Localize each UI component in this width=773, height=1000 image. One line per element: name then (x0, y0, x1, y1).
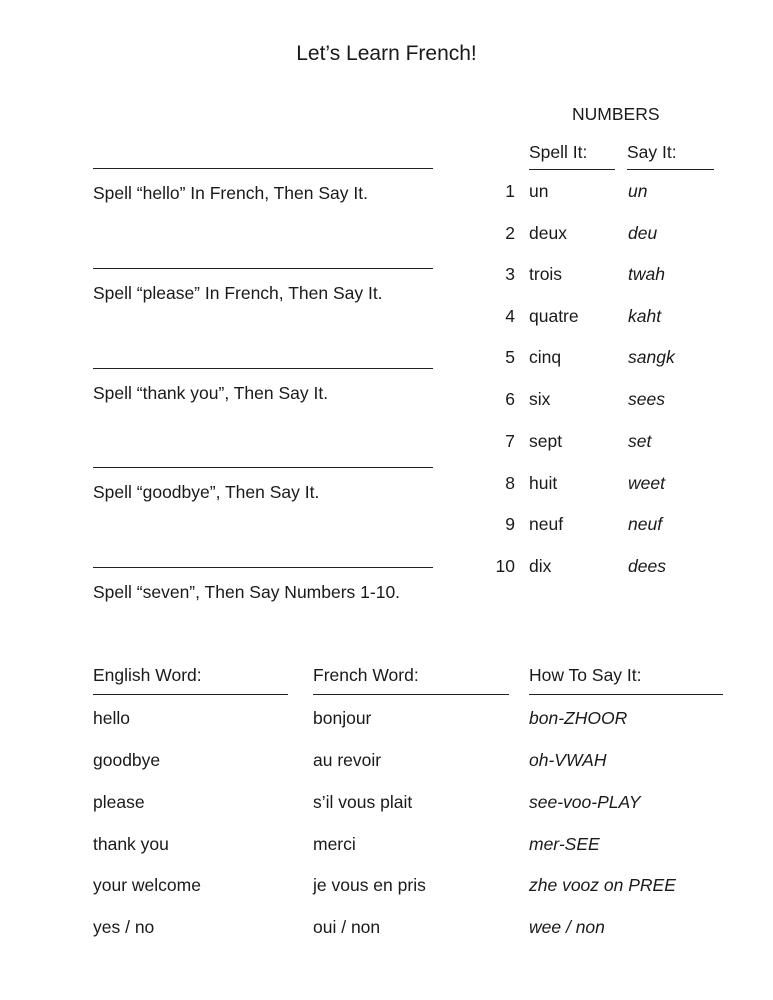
number-pronunciation: deu (628, 223, 658, 243)
number-pronunciation: weet (628, 473, 665, 493)
number-row (480, 181, 740, 203)
answer-line[interactable] (93, 168, 433, 169)
french-word-header: French Word: (313, 665, 509, 695)
answer-line[interactable] (93, 567, 433, 568)
number-digit: 10 (495, 556, 515, 576)
answer-line[interactable] (93, 467, 433, 468)
vocab-row (93, 708, 733, 730)
exercise-prompt: Spell “please” In French, Then Say It. (93, 283, 383, 303)
number-spelling: trois (529, 264, 563, 284)
spell-it-header: Spell It: (529, 142, 615, 170)
number-spelling: six (529, 389, 551, 409)
number-pronunciation: twah (628, 264, 665, 284)
number-row (480, 473, 740, 495)
how-to-say-header: How To Say It: (529, 665, 723, 695)
english-word: goodbye (93, 750, 161, 770)
number-row (480, 389, 740, 411)
exercise-prompt: Spell “goodbye”, Then Say It. (93, 482, 320, 502)
number-row (480, 264, 740, 286)
number-pronunciation: neuf (628, 514, 663, 534)
answer-line[interactable] (93, 368, 433, 369)
number-spelling: huit (529, 473, 558, 493)
english-word: thank you (93, 834, 169, 854)
english-word: your welcome (93, 875, 201, 895)
number-spelling: quatre (529, 306, 579, 326)
number-spelling: neuf (529, 514, 564, 534)
exercise-goodbye (93, 467, 433, 503)
number-pronunciation: un (628, 181, 648, 201)
french-word: au revoir (313, 750, 382, 770)
number-row (480, 431, 740, 453)
french-word: oui / non (313, 917, 381, 937)
number-digit: 3 (505, 264, 515, 284)
english-word: yes / no (93, 917, 155, 937)
page-title: Let’s Learn French! (296, 42, 477, 65)
vocab-row (93, 834, 733, 856)
exercise-prompt: Spell “thank you”, Then Say It. (93, 383, 329, 403)
french-word: merci (313, 834, 356, 854)
number-digit: 5 (505, 347, 515, 367)
pronunciation: oh-VWAH (529, 750, 607, 770)
exercise-seven (93, 567, 433, 603)
number-row (480, 556, 740, 578)
vocab-row (93, 792, 733, 814)
number-digit: 8 (505, 473, 515, 493)
number-spelling: un (529, 181, 549, 201)
vocab-row (93, 750, 733, 772)
number-row (480, 347, 740, 369)
english-word: hello (93, 708, 130, 728)
number-digit: 1 (505, 181, 515, 201)
number-pronunciation: sangk (628, 347, 675, 367)
number-spelling: cinq (529, 347, 562, 367)
number-pronunciation: dees (628, 556, 666, 576)
number-digit: 9 (505, 514, 515, 534)
number-pronunciation: kaht (628, 306, 662, 326)
french-word: je vous en pris (313, 875, 426, 895)
number-spelling: sept (529, 431, 563, 451)
number-digit: 7 (505, 431, 515, 451)
french-word: s’il vous plait (313, 792, 413, 812)
numbers-heading: NUMBERS (572, 104, 660, 124)
number-spelling: deux (529, 223, 567, 243)
pronunciation: zhe vooz on PREE (529, 875, 676, 895)
english-word: please (93, 792, 145, 812)
pronunciation: mer-SEE (529, 834, 600, 854)
exercise-thank-you (93, 368, 433, 404)
number-digit: 6 (505, 389, 515, 409)
french-word: bonjour (313, 708, 372, 728)
exercise-hello (93, 168, 433, 204)
english-word-header: English Word: (93, 665, 288, 695)
number-row (480, 514, 740, 536)
number-spelling: dix (529, 556, 552, 576)
number-pronunciation: set (628, 431, 652, 451)
pronunciation: bon-ZHOOR (529, 708, 628, 728)
number-row (480, 223, 740, 245)
exercise-prompt: Spell “seven”, Then Say Numbers 1-10. (93, 582, 401, 602)
number-row (480, 306, 740, 328)
pronunciation: see-voo-PLAY (529, 792, 641, 812)
say-it-header: Say It: (627, 142, 714, 170)
answer-line[interactable] (93, 268, 433, 269)
exercise-prompt: Spell “hello” In French, Then Say It. (93, 183, 368, 203)
exercise-please (93, 268, 433, 304)
pronunciation: wee / non (529, 917, 605, 937)
vocab-row (93, 917, 733, 939)
number-digit: 2 (505, 223, 515, 243)
number-pronunciation: sees (628, 389, 665, 409)
vocab-row (93, 875, 733, 897)
number-digit: 4 (505, 306, 515, 326)
